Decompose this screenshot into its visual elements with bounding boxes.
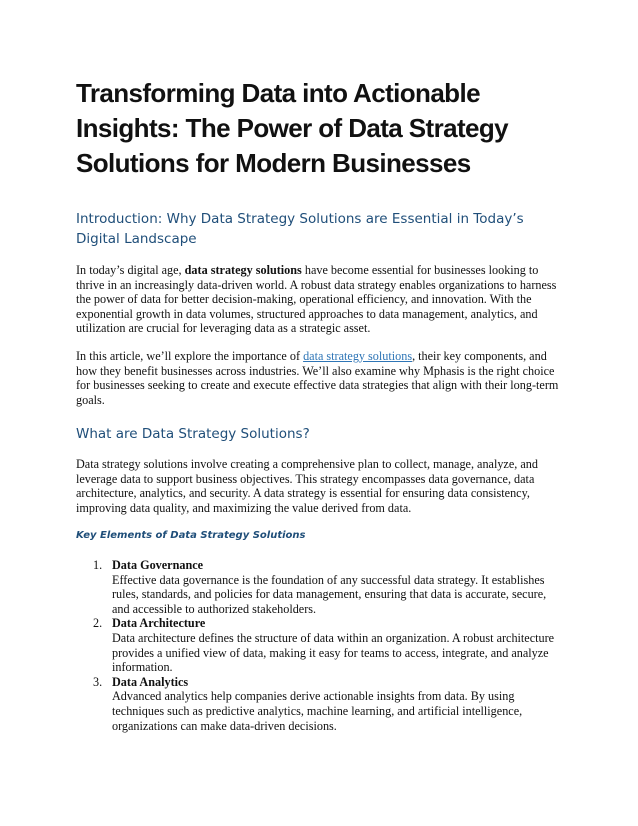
list-item-body: Advanced analytics help companies derive actionable insights from data. By using techniques such as predictive analytics, machine learning, and artificial intelligence, organizations can make data-driven decisions.	[112, 689, 523, 733]
intro-heading: Introduction: Why Data Strategy Solutions are Essential in Today’s Digital Landscape	[76, 211, 524, 247]
list-item-title: Data Analytics	[112, 674, 189, 689]
p2-text-end: , their key components, and how they benefit businesses across industries. We’ll also examine why Mphasis is the right choice for businesses seeking to create and execute effective data strategies that align with their long-term goals.	[76, 349, 559, 407]
intro-paragraph-2	[76, 349, 566, 407]
list-item-title: Data Governance	[112, 558, 204, 572]
list-item-number: 2.	[93, 616, 103, 631]
list-item-number: 3.	[93, 674, 103, 689]
list-item-data-architecture	[76, 616, 566, 674]
p1-text-end: have become essential for businesses looking to thrive in an increasingly data-driven world. A robust data strategy enables organizations to harness the power of data for better decision-making, operational efficiency, and innovation. With the exponential growth in data volumes, structured approaches to data management, analytics, and utilization are crucial for leveraging data as a strategic asset.	[76, 263, 557, 336]
key-elements-list	[76, 558, 566, 733]
what-are-paragraph: Data strategy solutions involve creating a comprehensive plan to collect, manage, analyze, and leverage data to support business objectives. This strategy encompasses data governance, data architecture, analytics, and security. A data strategy is essential for ensuring data consistency, improving data quality, and maximizing the value derived from data.	[76, 457, 538, 515]
list-item-data-analytics	[76, 675, 566, 733]
p1-text-start: In today’s digital age,	[76, 263, 185, 277]
list-item-title: Data Architecture	[112, 616, 206, 631]
intro-paragraph-1	[76, 263, 566, 336]
list-item-number: 1.	[93, 558, 103, 572]
list-item-body: Effective data governance is the foundation of any successful data strategy. It establishes rules, standards, and policies for data management, ensuring that data is accurate, secure, and accessible to authorized stakeholders.	[112, 572, 547, 616]
data-strategy-solutions-link[interactable]: data strategy solutions	[303, 349, 413, 363]
what-are-heading: What are Data Strategy Solutions?	[76, 426, 310, 442]
p1-bold-term: data strategy solutions	[184, 263, 302, 277]
p2-text-start: In this article, we’ll explore the importance of	[76, 349, 304, 363]
list-item-body: Data architecture defines the structure of data within an organization. A robust architecture provides a unified view of data, making it easy for teams to access, integrate, and analyze information.	[112, 630, 555, 675]
list-item-data-governance	[76, 558, 566, 616]
page-title: Transforming Data into Actionable Insights: The Power of Data Strategy Solutions for Modern Businesses	[76, 78, 509, 178]
key-elements-heading: Key Elements of Data Strategy Solutions	[76, 530, 306, 541]
